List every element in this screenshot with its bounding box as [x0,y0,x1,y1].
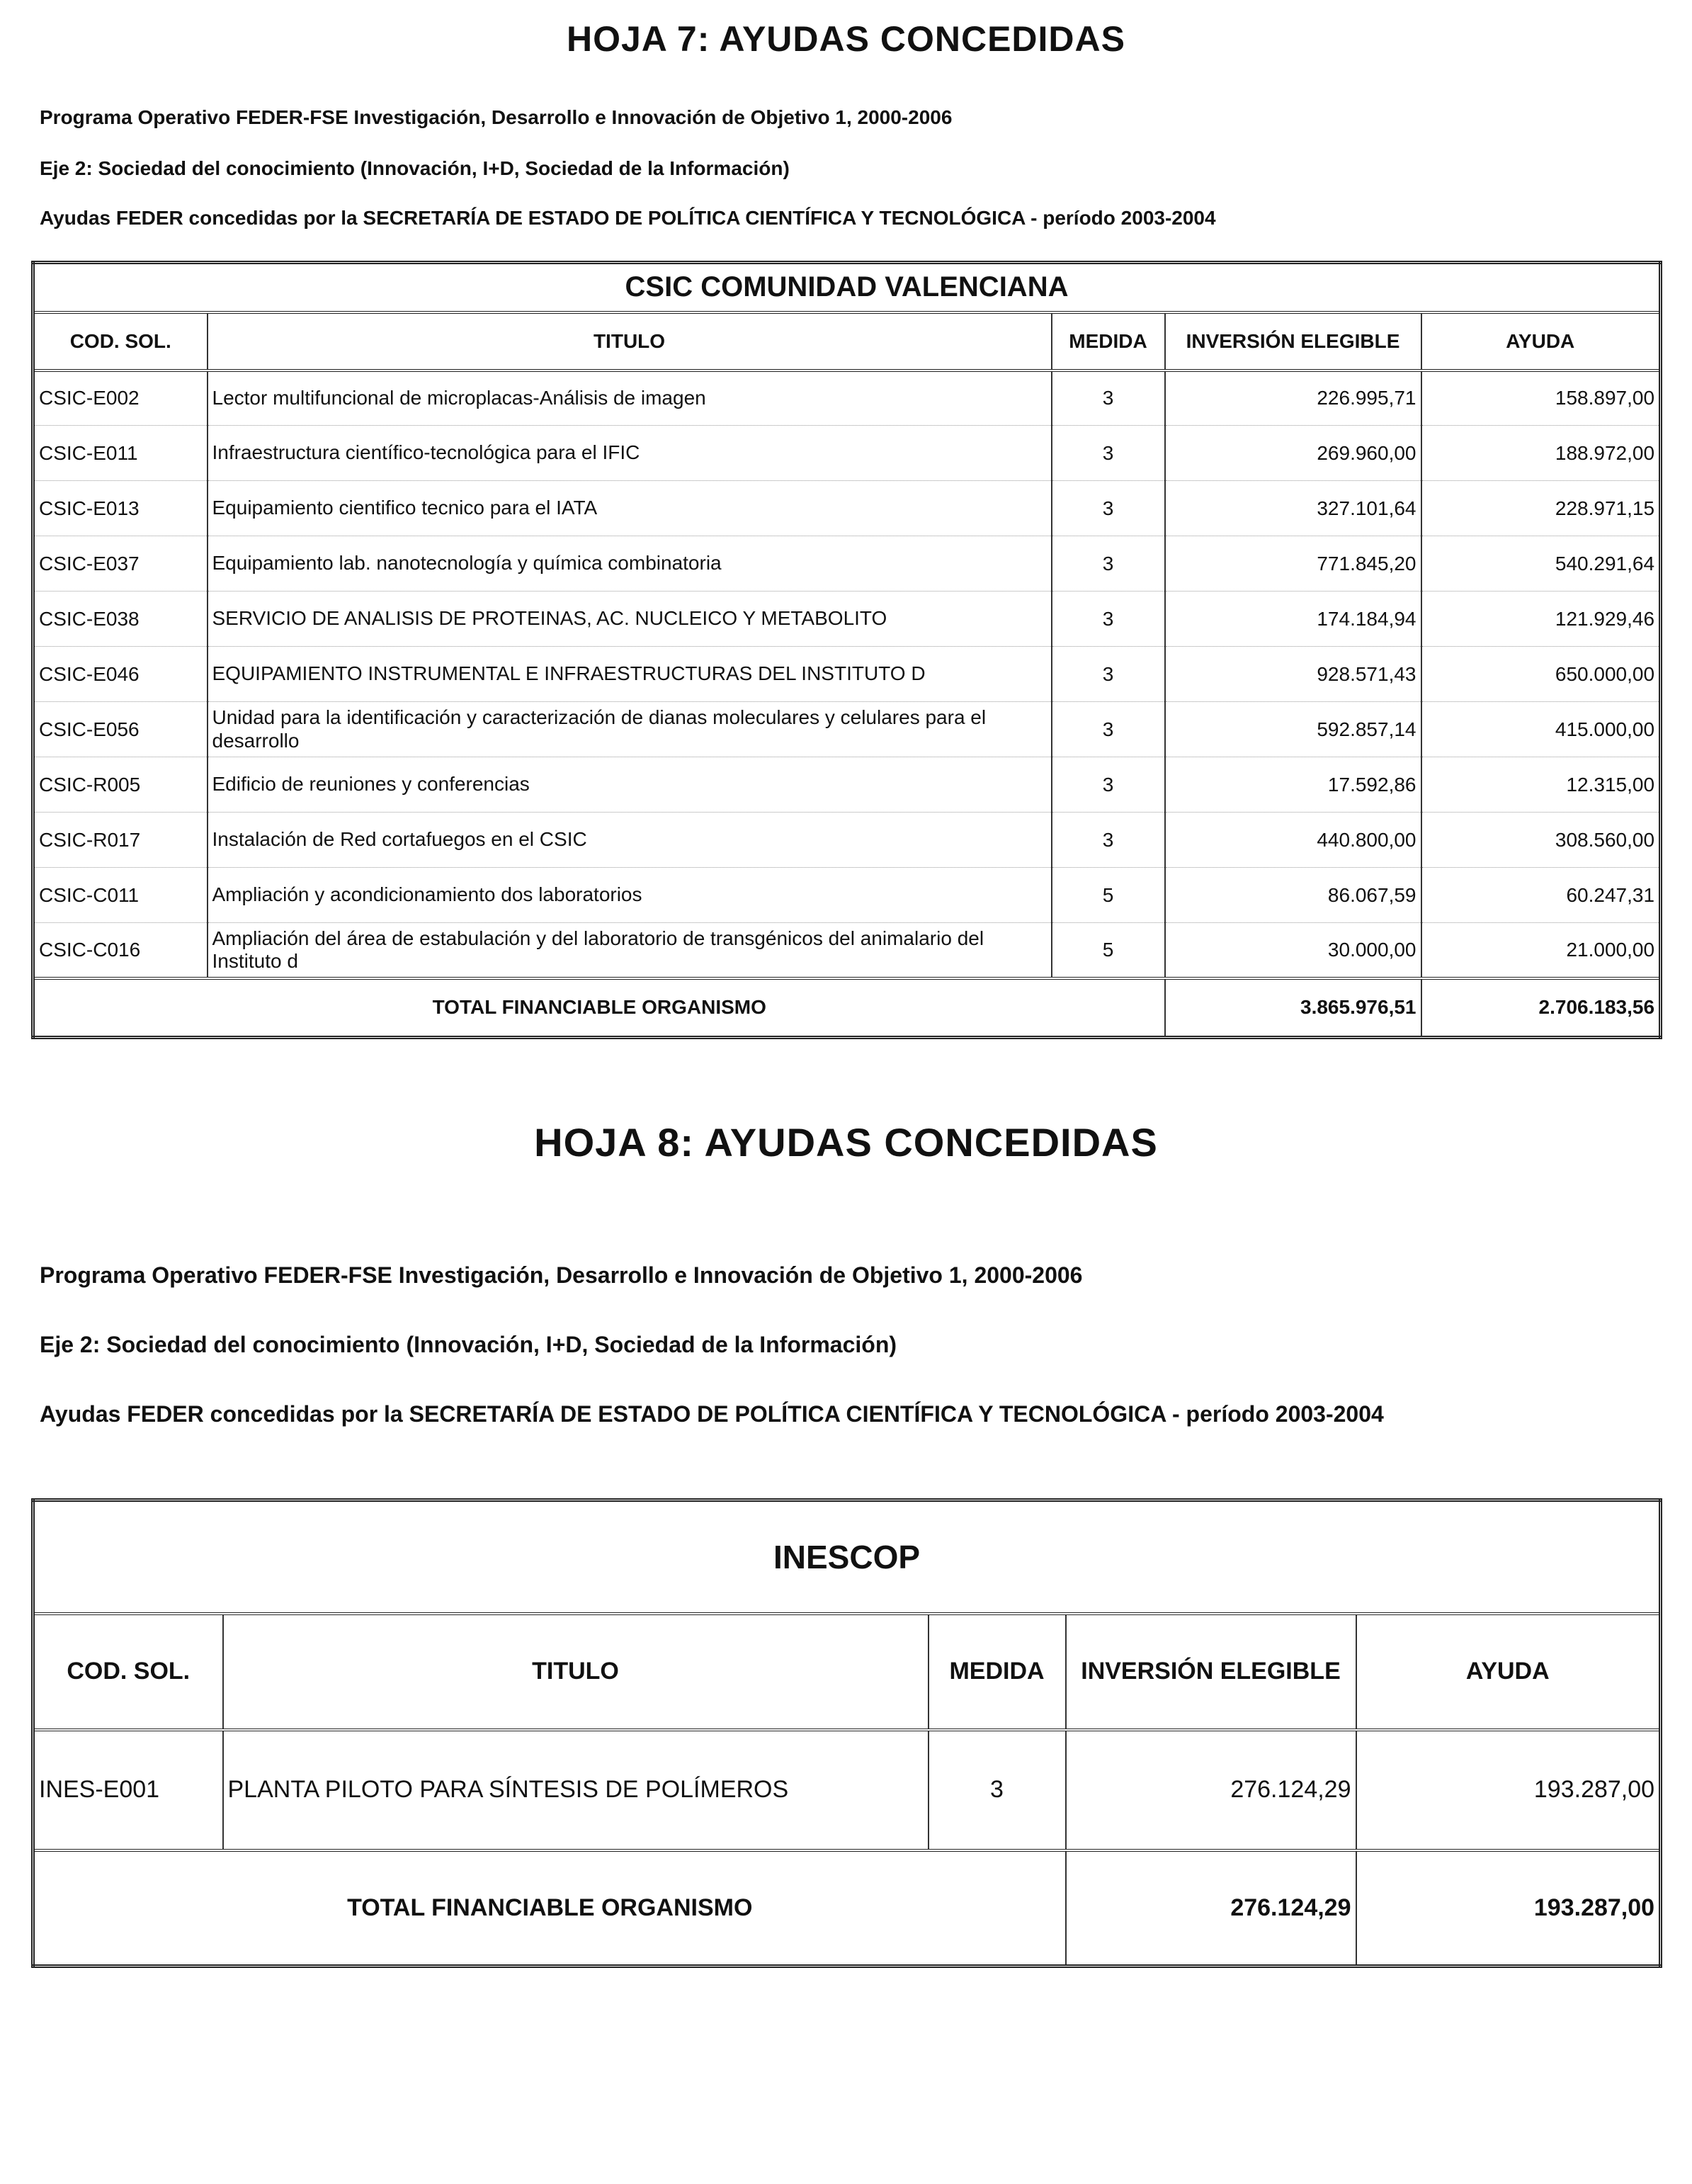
program-line: Programa Operativo FEDER-FSE Investigación, Desarrollo e Innovación de Objetivo 1, 2000-2006 [40,106,953,128]
row-code: CSIC-R005 [33,757,208,813]
row-code: CSIC-E002 [33,370,208,426]
row-aid: 188.972,00 [1421,426,1661,481]
total-investment: 3.865.976,51 [1165,978,1421,1038]
row-aid: 121.929,46 [1421,592,1661,647]
row-code: CSIC-R017 [33,813,208,868]
organism-header-row [33,1500,1661,1614]
table-row [33,647,1661,702]
grants-line: Ayudas FEDER concedidas por la SECRETARÍA DE ESTADO DE POLÍTICA CIENTÍFICA Y TECNOLÓGICA - período 2003-2004 [40,1401,1384,1427]
row-investment: 174.184,94 [1165,592,1421,647]
row-aid: 308.560,00 [1421,813,1661,868]
row-measure: 3 [929,1730,1066,1850]
row-aid: 60.247,31 [1421,868,1661,923]
column-header-row [33,312,1661,370]
row-measure: 3 [1052,813,1165,868]
table-row [33,923,1661,978]
row-aid: 12.315,00 [1421,757,1661,813]
table-row [33,813,1661,868]
grants-table [31,261,1662,1039]
column-header-row [33,1614,1661,1730]
table-row [33,370,1661,426]
organism-name: INESCOP [33,1500,1661,1614]
row-measure: 3 [1052,757,1165,813]
table-row [33,536,1661,592]
row-code: CSIC-C011 [33,868,208,923]
row-title: Equipamiento lab. nanotecnología y química combinatoria [208,536,1052,592]
table-row [33,868,1661,923]
row-title: Unidad para la identificación y caracterización de dianas moleculares y celulares para el desarrollo [208,702,1052,757]
row-aid: 228.971,15 [1421,481,1661,536]
total-row [33,1850,1661,1967]
sheet-title: HOJA 7: AYUDAS CONCEDIDAS [566,19,1125,59]
program-line: Programa Operativo FEDER-FSE Investigación, Desarrollo e Innovación de Objetivo 1, 2000-2006 [40,1262,1083,1288]
row-code: CSIC-E056 [33,702,208,757]
row-measure: 5 [1052,868,1165,923]
row-measure: 5 [1052,923,1165,978]
organism-header-row [33,263,1661,312]
row-title: Instalación de Red cortafuegos en el CSIC [208,813,1052,868]
row-measure: 3 [1052,481,1165,536]
row-investment: 226.995,71 [1165,370,1421,426]
row-aid: 193.287,00 [1356,1730,1661,1850]
row-investment: 592.857,14 [1165,702,1421,757]
row-title: Equipamiento cientifico tecnico para el IATA [208,481,1052,536]
table-row [33,757,1661,813]
row-aid: 21.000,00 [1421,923,1661,978]
row-investment: 440.800,00 [1165,813,1421,868]
row-code: INES-E001 [33,1730,223,1850]
row-measure: 3 [1052,426,1165,481]
row-code: CSIC-E038 [33,592,208,647]
table-row [33,592,1661,647]
grants-line: Ayudas FEDER concedidas por la SECRETARÍA DE ESTADO DE POLÍTICA CIENTÍFICA Y TECNOLÓGICA - período 2003-2004 [40,207,1216,229]
row-aid: 650.000,00 [1421,647,1661,702]
row-investment: 269.960,00 [1165,426,1421,481]
row-title: Lector multifuncional de microplacas-Análisis de imagen [208,370,1052,426]
row-investment: 86.067,59 [1165,868,1421,923]
column-header-code: COD. SOL. [33,312,208,370]
grants-table [31,1498,1662,1968]
row-title: Ampliación del área de estabulación y del laboratorio de transgénicos del animalario del Instituto d [208,923,1052,978]
row-investment: 276.124,29 [1066,1730,1356,1850]
organism-name: CSIC COMUNIDAD VALENCIANA [33,263,1661,312]
row-investment: 17.592,86 [1165,757,1421,813]
row-title: Edificio de reuniones y conferencias [208,757,1052,813]
row-aid: 415.000,00 [1421,702,1661,757]
column-header-investment: INVERSIÓN ELEGIBLE [1165,312,1421,370]
column-header-aid: AYUDA [1356,1614,1661,1730]
row-code: CSIC-E011 [33,426,208,481]
row-title: Infraestructura científico-tecnológica para el IFIC [208,426,1052,481]
column-header-measure: MEDIDA [929,1614,1066,1730]
total-aid: 193.287,00 [1356,1850,1661,1967]
total-aid: 2.706.183,56 [1421,978,1661,1038]
axis-line: Eje 2: Sociedad del conocimiento (Innovación, I+D, Sociedad de la Información) [40,157,790,179]
table-row [33,426,1661,481]
row-aid: 158.897,00 [1421,370,1661,426]
row-measure: 3 [1052,536,1165,592]
axis-line: Eje 2: Sociedad del conocimiento (Innovación, I+D, Sociedad de la Información) [40,1332,897,1357]
row-title: PLANTA PILOTO PARA SÍNTESIS DE POLÍMEROS [223,1730,929,1850]
column-header-title: TITULO [223,1614,929,1730]
row-investment: 771.845,20 [1165,536,1421,592]
row-title: EQUIPAMIENTO INSTRUMENTAL E INFRAESTRUCTURAS DEL INSTITUTO D [208,647,1052,702]
column-header-code: COD. SOL. [33,1614,223,1730]
column-header-measure: MEDIDA [1052,312,1165,370]
row-code: CSIC-C016 [33,923,208,978]
total-row [33,978,1661,1038]
table-row [33,481,1661,536]
sheet-title: HOJA 8: AYUDAS CONCEDIDAS [534,1120,1158,1165]
row-investment: 327.101,64 [1165,481,1421,536]
total-label: TOTAL FINANCIABLE ORGANISMO [33,1850,1066,1967]
table-row [33,702,1661,757]
row-aid: 540.291,64 [1421,536,1661,592]
column-header-title: TITULO [208,312,1052,370]
row-measure: 3 [1052,592,1165,647]
row-measure: 3 [1052,647,1165,702]
total-label: TOTAL FINANCIABLE ORGANISMO [33,978,1165,1038]
row-title: SERVICIO DE ANALISIS DE PROTEINAS, AC. NUCLEICO Y METABOLITO [208,592,1052,647]
row-code: CSIC-E013 [33,481,208,536]
table-row [33,1730,1661,1850]
row-measure: 3 [1052,702,1165,757]
row-measure: 3 [1052,370,1165,426]
column-header-investment: INVERSIÓN ELEGIBLE [1066,1614,1356,1730]
row-title: Ampliación y acondicionamiento dos laboratorios [208,868,1052,923]
total-investment: 276.124,29 [1066,1850,1356,1967]
row-investment: 30.000,00 [1165,923,1421,978]
row-code: CSIC-E046 [33,647,208,702]
row-investment: 928.571,43 [1165,647,1421,702]
row-code: CSIC-E037 [33,536,208,592]
column-header-aid: AYUDA [1421,312,1661,370]
